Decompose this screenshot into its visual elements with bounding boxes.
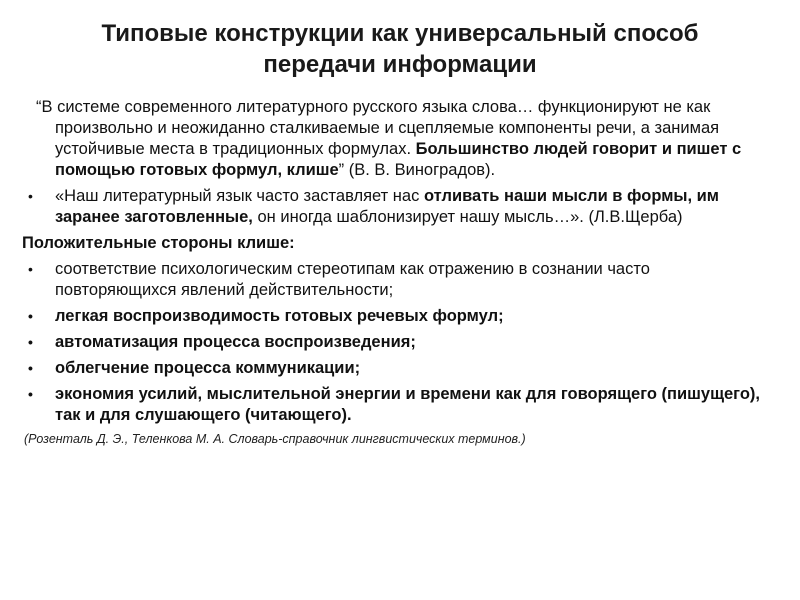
quote-attribution: он иногда шаблонизирует нашу мысль…». (Л.В.Щерба)	[252, 208, 683, 226]
list-item	[22, 306, 767, 327]
bullet-icon: •	[28, 308, 33, 324]
bullet-icon: •	[28, 334, 33, 350]
list-item-text: легкая воспроизводимость готовых речевых формул;	[55, 307, 504, 325]
list-item	[22, 332, 767, 353]
source-citation: (Розенталь Д. Э., Теленкова М. А. Словарь-справочник лингвистических терминов.)	[24, 432, 526, 446]
bullet-icon: •	[28, 386, 33, 402]
list-item-text: облегчение процесса коммуникации;	[55, 359, 361, 377]
list-item	[22, 384, 767, 426]
shcherba-quote	[22, 186, 767, 228]
list-item	[22, 259, 767, 301]
bullet-icon: •	[28, 188, 33, 204]
list-item-text: экономия усилий, мыслительной энергии и времени как для говорящего (пишущего), так и для слушающего (читающего).	[55, 385, 760, 424]
section-heading: Положительные стороны клише:	[22, 234, 295, 252]
title-line-1: Типовые конструкции как универсальный способ	[101, 20, 699, 47]
vinogradov-quote	[22, 97, 767, 181]
quote-text: “В системе современного литературного русского языка слова… функционируют не как произвольно и неожиданно сталкиваемые и сцепляемые компоненты речи, а занимая устойчивые места в традиционных формулах.	[36, 98, 720, 158]
slide-content	[22, 97, 767, 447]
quote-bold: Большинство людей говорит и пишет с помощью готовых формул, клише	[55, 140, 742, 179]
bullet-icon: •	[28, 360, 33, 376]
quote-text: «Наш литературный язык часто заставляет нас	[55, 187, 424, 205]
list-item-text: автоматизация процесса воспроизведения;	[55, 333, 416, 351]
slide-title	[40, 18, 760, 80]
list-item	[22, 358, 767, 379]
bullet-icon: •	[28, 261, 33, 277]
quote-bold: отливать наши мысли в формы, им заранее заготовленные,	[55, 187, 720, 226]
title-line-2: передачи информации	[263, 51, 537, 78]
list-item-text: соответствие психологическим стереотипам как отражению в сознании часто повторяющихся явлений действительности;	[55, 260, 650, 299]
quote-attribution: ” (В. В. Виноградов).	[338, 161, 496, 179]
